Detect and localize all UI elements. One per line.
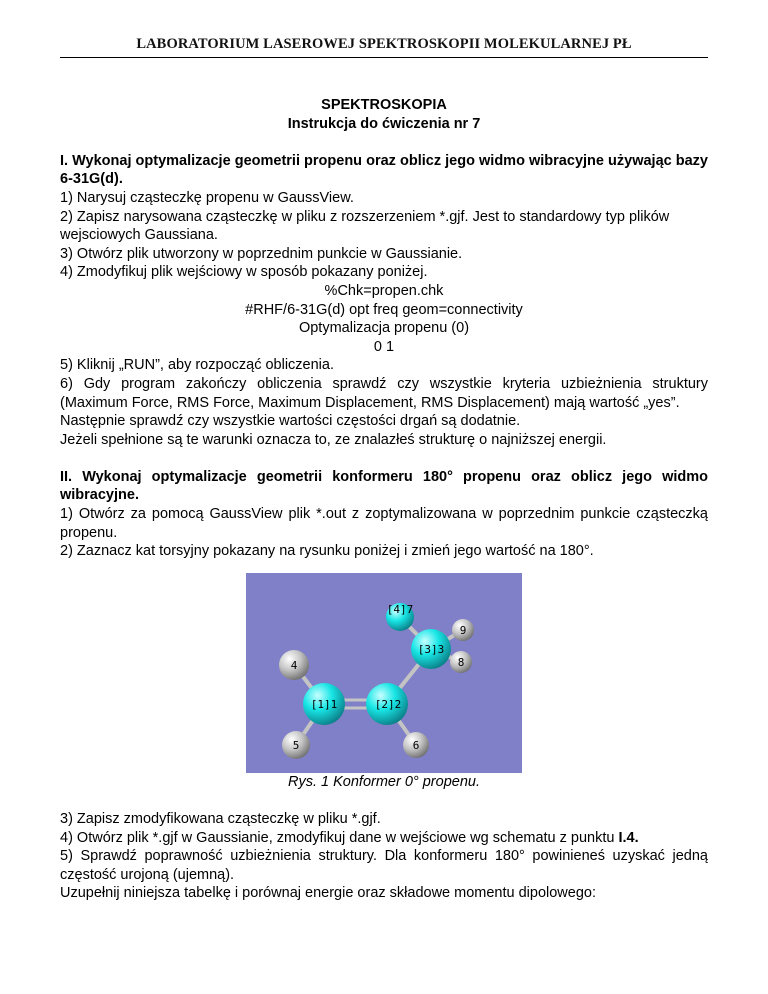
section-1-note-result: Jeżeli spełnione są te warunki oznacza to, ze znalazłeś strukturę o najniższej energii.: [60, 431, 607, 448]
document-title: SPEKTROSKOPIA: [321, 97, 447, 113]
figure-caption: Rys. 1 Konformer 0° propenu.: [288, 773, 480, 790]
section-2-step-4-ref: I.4.: [618, 829, 639, 846]
input-line-charge: 0 1: [373, 338, 395, 355]
section-1-step: 1) Narysuj cząsteczkę propenu w GaussView.: [60, 189, 354, 206]
propene-molecule-svg: [246, 573, 522, 773]
section-2-step-5: 5) Sprawdź poprawność uzbieżnienia struktury. Dla konformeru 180° powinieneś uzyskać jedną częstość urojoną (ujemną).: [60, 848, 708, 883]
input-line-title: Optymalizacja propenu (0): [298, 320, 470, 337]
atom-label-h4: 4: [290, 658, 298, 672]
document-subtitle: Instrukcja do ćwiczenia nr 7: [287, 115, 481, 132]
section-1-step-6: 6) Gdy program zakończy obliczenia sprawdź czy wszystkie kryteria uzbieżnienia struktury (Maximum Force, RMS Force, Maximum Displacement, RMS Displacement) mają wartość „yes”.: [60, 375, 708, 411]
section-1-step: 4) Zmodyfikuj plik wejściowy w sposób pokazany poniżej.: [60, 264, 428, 281]
section-2-step-1: 1) Otwórz za pomocą GaussView plik *.out z zoptymalizowana w poprzednim punkcie cząsteczką propenu.: [60, 506, 708, 541]
running-header: LABORATORIUM LASEROWEJ SPEKTROSKOPII MOLEKULARNEJ PŁ: [136, 36, 632, 52]
section-1-heading: I. Wykonaj optymalizacje geometrii propenu oraz oblicz jego widmo wibracyjne używając bazy 6-31G(d).: [60, 152, 708, 188]
atom-label-h9: 9: [459, 623, 467, 637]
section-2-step-4: [60, 829, 708, 848]
input-line-route: #RHF/6-31G(d) opt freq geom=connectivity: [245, 301, 523, 318]
molecule-figure: [246, 573, 522, 773]
atom-label-c2: [2]2: [374, 697, 402, 711]
atom-label-c3: [3]3: [417, 642, 445, 656]
atom-label-h6: 6: [412, 738, 420, 752]
section-1-step: 3) Otwórz plik utworzony w poprzednim punkcie w Gaussianie.: [60, 245, 463, 262]
section-1-step: 2) Zapisz narysowana cząsteczkę w pliku z rozszerzeniem *.gjf. Jest to standardowy typ plików wejsciowych Gaussiana.: [60, 208, 670, 244]
atom-label-h5: 5: [292, 738, 300, 752]
section-2-step-3: 3) Zapisz zmodyfikowana cząsteczkę w pliku *.gjf.: [60, 811, 381, 828]
atom-label-h8: 8: [457, 655, 465, 669]
section-2-heading: II. Wykonaj optymalizacje geometrii konformeru 180° propenu oraz oblicz jego widmo wibracyjne.: [60, 468, 708, 504]
section-1-step-5: 5) Kliknij „RUN”, aby rozpocząć obliczenia.: [60, 357, 334, 374]
atom-labels: [291, 603, 467, 752]
atom-label-c1: [1]1: [310, 697, 338, 711]
header-divider: [60, 57, 708, 58]
atom-label-h7: [4]7: [386, 602, 414, 616]
section-1-note-frequencies: Następnie sprawdź czy wszystkie wartości częstości drgań są dodatnie.: [60, 413, 521, 430]
input-line-checkpoint: %Chk=propen.chk: [324, 282, 444, 299]
section-2-step-4-text: 4) Otwórz plik *.gjf w Gaussianie, zmodyfikuj dane w wejściowe wg schematu z punktu: [60, 829, 619, 846]
section-2-step-2: 2) Zaznacz kat torsyjny pokazany na rysunku poniżej i zmień jego wartość na 180°.: [60, 543, 594, 560]
section-2-final-instruction: Uzupełnij niniejsza tabelkę i porównaj energie oraz składowe momentu dipolowego:: [60, 885, 597, 902]
document-body: [60, 96, 708, 903]
